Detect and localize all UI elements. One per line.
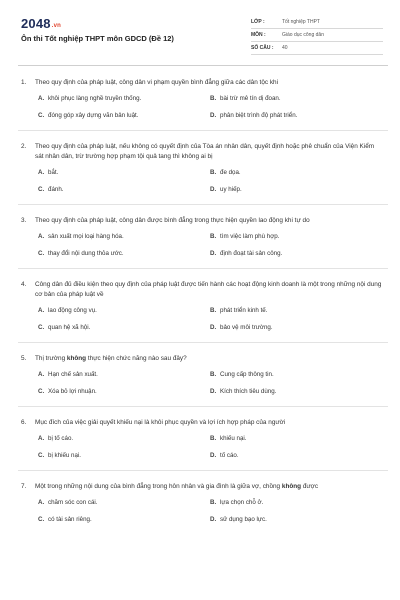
answer-options	[38, 306, 388, 332]
logo-text: 2048	[21, 16, 51, 31]
option-text: Kích thích tiêu dùng.	[220, 388, 277, 395]
info-value: Giáo dục công dân	[282, 32, 324, 38]
question-item	[18, 280, 388, 332]
answer-option[interactable]	[210, 515, 382, 524]
answer-options	[38, 498, 388, 524]
option-text: đe dọa.	[220, 169, 241, 176]
option-letter: D.	[210, 186, 217, 193]
info-row-class	[251, 16, 383, 29]
option-letter: B.	[210, 435, 217, 442]
question-item	[18, 78, 388, 120]
question-item	[18, 482, 388, 524]
answer-options	[38, 232, 388, 258]
option-text: bắt.	[48, 169, 59, 176]
answer-option[interactable]	[210, 168, 382, 177]
option-text: sản xuất mọi loại hàng hóa.	[48, 233, 124, 240]
question-item	[18, 418, 388, 460]
question-number: 4.	[21, 281, 27, 288]
question-text: Theo quy định của pháp luật, công dân được bình đẳng trong thực hiện quyền lao động khi tự do	[35, 217, 310, 224]
option-letter: D.	[210, 324, 217, 331]
option-text: lựa chọn chỗ ở.	[220, 499, 264, 506]
answer-option[interactable]	[210, 451, 382, 460]
option-letter: C.	[38, 388, 45, 395]
option-letter: A.	[38, 499, 45, 506]
question-text: Theo quy định của pháp luật, nếu không có quyết định của Tòa án nhân dân, quyết định hoặc phê chuẩn của Viện Kiểm sát nhân dân, trừ trường hợp phạm tội quả tang thì không ai bị	[35, 143, 375, 160]
option-text: khôi phục làng nghề truyền thống.	[48, 95, 142, 102]
question-number: 5.	[21, 355, 27, 362]
question-divider	[18, 130, 388, 131]
option-letter: A.	[38, 95, 45, 102]
option-text: Xóa bỏ lợi nhuận.	[48, 388, 97, 395]
info-row-subject	[251, 29, 383, 42]
answer-options	[38, 434, 388, 460]
info-value: Tốt nghiệp THPT	[282, 19, 320, 25]
question-item	[18, 354, 388, 396]
option-letter: B.	[210, 371, 217, 378]
question-item	[18, 142, 388, 194]
answer-option[interactable]	[38, 232, 210, 241]
option-text: phát triển kinh tế.	[220, 307, 268, 314]
question-divider	[18, 470, 388, 471]
answer-option[interactable]	[38, 306, 210, 315]
exam-info-table	[251, 16, 383, 55]
answer-option[interactable]	[210, 323, 382, 332]
answer-option[interactable]	[38, 111, 210, 120]
option-text: tố cáo.	[220, 452, 239, 459]
option-letter: B.	[210, 307, 217, 314]
question-number: 2.	[21, 143, 27, 150]
question-emphasis: không	[281, 483, 302, 490]
option-letter: A.	[38, 371, 45, 378]
site-logo[interactable]	[21, 16, 61, 31]
option-text: uy hiếp.	[220, 186, 242, 193]
answer-option[interactable]	[38, 498, 210, 507]
answer-option[interactable]	[210, 249, 382, 258]
question-number: 6.	[21, 419, 27, 426]
answer-option[interactable]	[38, 323, 210, 332]
answer-option[interactable]	[210, 498, 382, 507]
option-text: có tài sản riêng.	[48, 516, 92, 523]
question-divider	[18, 406, 388, 407]
question-text: Mục đích của việc giải quyết khiếu nại là khôi phục quyền và lợi ích hợp pháp của người	[35, 419, 286, 426]
option-letter: D.	[210, 250, 217, 257]
option-text: Cung cấp thông tin.	[220, 371, 274, 378]
answer-options	[38, 168, 388, 194]
answer-option[interactable]	[38, 387, 210, 396]
answer-option[interactable]	[210, 185, 382, 194]
answer-option[interactable]	[210, 232, 382, 241]
option-text: bảo vệ môi trường.	[220, 324, 273, 331]
option-text: định đoạt tài sản công.	[220, 250, 283, 257]
info-row-question-count	[251, 42, 383, 55]
option-letter: D.	[210, 388, 217, 395]
info-key: SỐ CÂU :	[251, 45, 274, 51]
answer-option[interactable]	[38, 434, 210, 443]
option-letter: C.	[38, 452, 45, 459]
option-letter: C.	[38, 516, 45, 523]
option-letter: B.	[210, 169, 217, 176]
option-letter: C.	[38, 250, 45, 257]
answer-option[interactable]	[38, 249, 210, 258]
option-letter: C.	[38, 186, 45, 193]
question-item	[18, 216, 388, 258]
answer-option[interactable]	[210, 111, 382, 120]
option-letter: A.	[38, 233, 45, 240]
question-text	[35, 482, 388, 492]
option-text: bài trừ mê tín dị đoan.	[220, 95, 281, 102]
option-text: quan hệ xã hội.	[48, 324, 91, 331]
answer-option[interactable]	[210, 306, 382, 315]
answer-option[interactable]	[38, 185, 210, 194]
question-emphasis: không	[66, 355, 87, 362]
option-text: chăm sóc con cái.	[48, 499, 98, 506]
option-letter: B.	[210, 499, 217, 506]
question-text-part: thực hiện chức năng nào sau đây?	[86, 355, 187, 362]
question-number: 1.	[21, 79, 27, 86]
option-text: khiếu nại.	[220, 435, 247, 442]
question-text	[35, 354, 388, 364]
answer-option[interactable]	[38, 94, 210, 103]
answer-option[interactable]	[38, 370, 210, 379]
exam-title: Ôn thi Tốt nghiệp THPT môn GDCD (Đề 12)	[21, 34, 174, 43]
info-key: MÔN :	[251, 32, 266, 38]
option-letter: B.	[210, 233, 217, 240]
question-number: 7.	[21, 483, 27, 490]
answer-options	[38, 370, 388, 396]
option-letter: D.	[210, 452, 217, 459]
info-key: LỚP :	[251, 19, 265, 25]
option-text: bị khiếu nại.	[48, 452, 82, 459]
option-text: lao động công vụ.	[48, 307, 97, 314]
question-text-part: Một trong những nội dung của bình đẳng trong hôn nhân và gia đình là giữa vợ, chồng	[35, 483, 282, 490]
option-text: đóng góp xây dựng văn bản luật.	[48, 112, 139, 119]
option-letter: D.	[210, 516, 217, 523]
question-text-part: Thị trường	[35, 355, 67, 362]
option-text: đánh.	[48, 186, 64, 193]
question-text: Công dân đủ điều kiện theo quy định của pháp luật được tiến hành các hoạt động kinh doanh là một trong những nội dung cơ bản của pháp luật về	[35, 281, 382, 298]
option-text: sử dụng bạo lực.	[220, 516, 267, 523]
exam-header	[18, 14, 388, 66]
answer-option[interactable]	[210, 387, 382, 396]
question-text-part: được	[301, 483, 319, 490]
question-text: Theo quy định của pháp luật, công dân vi phạm quyền bình đẳng giữa các dân tộc khi	[35, 79, 279, 86]
option-letter: A.	[38, 435, 45, 442]
option-letter: B.	[210, 95, 217, 102]
option-letter: C.	[38, 112, 45, 119]
option-text: Hạn chế sản xuất.	[48, 371, 98, 378]
header-divider	[18, 65, 388, 66]
answer-option[interactable]	[210, 434, 382, 443]
option-letter: A.	[38, 169, 45, 176]
answer-options	[38, 94, 388, 120]
answer-option[interactable]	[38, 451, 210, 460]
question-list	[18, 78, 388, 524]
question-number: 3.	[21, 217, 27, 224]
info-value: 40	[282, 45, 288, 51]
logo-suffix: .vn	[51, 23, 62, 29]
option-letter: A.	[38, 307, 45, 314]
answer-option[interactable]	[210, 94, 382, 103]
answer-option[interactable]	[210, 370, 382, 379]
option-text: bị tố cáo.	[48, 435, 74, 442]
option-text: tìm việc làm phù hợp.	[220, 233, 280, 240]
question-divider	[18, 268, 388, 269]
answer-option[interactable]	[38, 515, 210, 524]
answer-option[interactable]	[38, 168, 210, 177]
question-divider	[18, 204, 388, 205]
option-letter: D.	[210, 112, 217, 119]
option-text: thay đổi nội dung thỏa ước.	[48, 250, 124, 257]
question-divider	[18, 342, 388, 343]
option-letter: C.	[38, 324, 45, 331]
option-text: phân biệt trình độ phát triển.	[220, 112, 298, 119]
